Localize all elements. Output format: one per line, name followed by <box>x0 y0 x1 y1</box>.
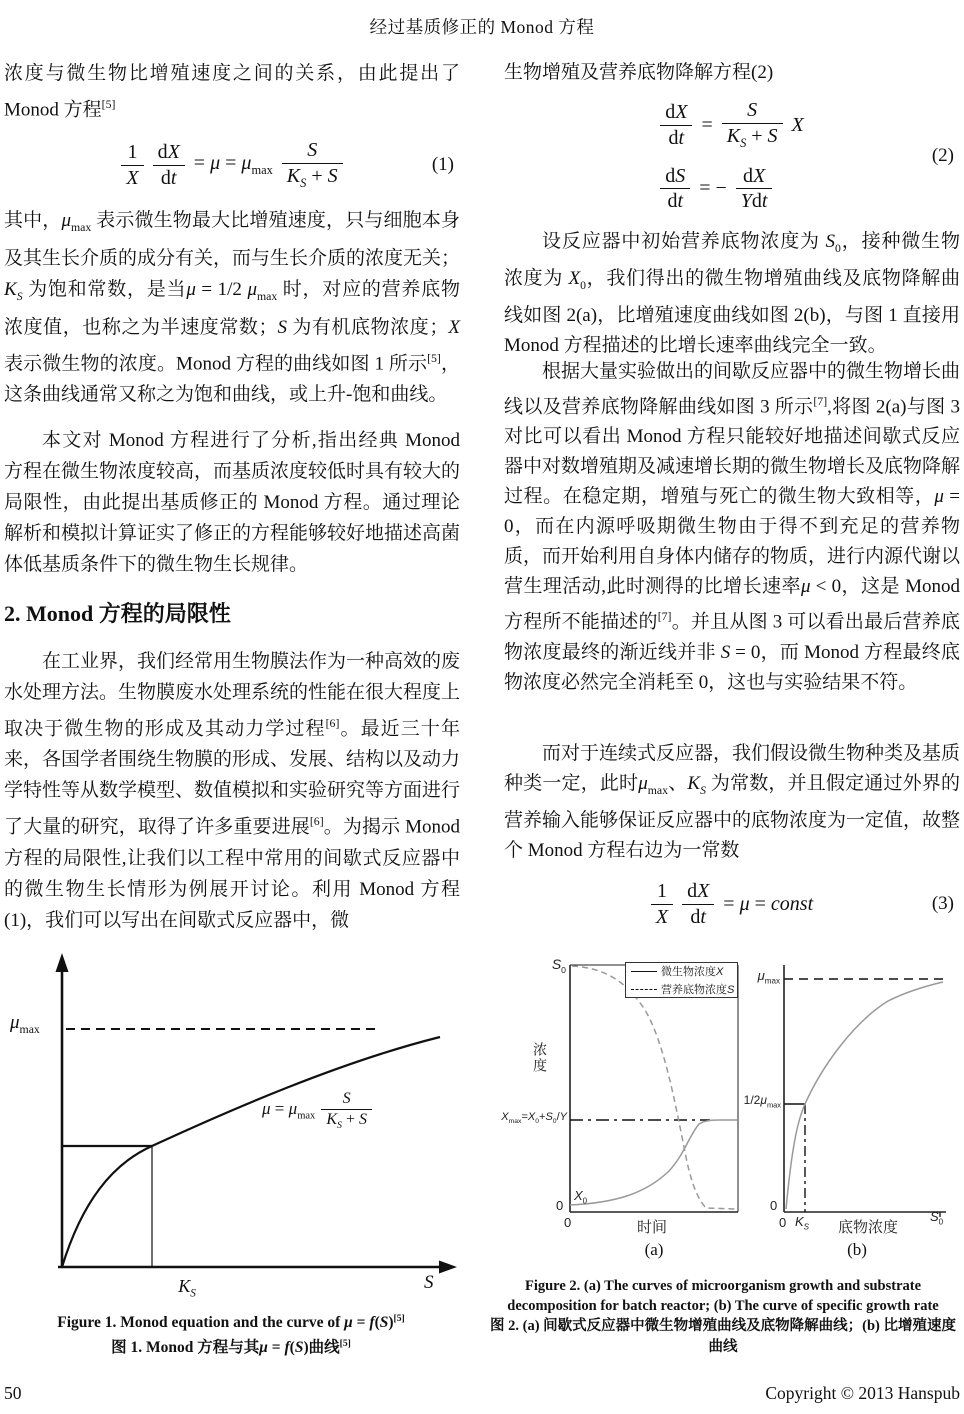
fig2b-x-axis-label: 底物浓度 <box>837 1219 898 1236</box>
equation-2-body <box>660 99 804 212</box>
paragraph-batch-curves: 设反应器中初始营养底物浓度为 $S_0$，接种微生物浓度为 $X_0$，我们得出的微生物增殖曲线及底物降解曲线如图 2(a)，比增殖速度曲线如图 2(b)，与图 1 直接用 Monod 方程描述的比增长速率曲线完全一致。 <box>504 231 960 356</box>
solid-line-sample <box>631 971 657 972</box>
figure-1 <box>0 950 470 1380</box>
equation-3-body <box>651 880 813 928</box>
fraction: $\frac{dX}{dt}$ <box>682 880 714 928</box>
fig2a-x0-label: $X_0$ <box>574 1188 588 1206</box>
figure-2-caption <box>484 1276 962 1358</box>
paragraph-experiment: 根据大量实验做出的间歇反应器中的微生物增长曲线以及营养底物降解曲线如图 3 所示[7],将图 2(a)与图 3 对比可以看出 Monod 方程只能较好地描述间歇式反应器中对数增殖期及减速增长期的微生物增长及底物降解过程。在稳定期，增殖与死亡的微生物大致相等，μ = 0，而在内源呼吸期微生物由于得不到充足的营养物质，而开始利用自身体内储存的物质，进行内源代谢以营生理活动,此时测得的比增长速率μ < 0，这是 Monod 方程所不能描述的[7]。并且从图 3 可以看出最后营养底物浓度最终的渐近线并非 S = 0，而 Monod 方程最终底物浓度必然完全消耗至 0，这也与实验结果不符。 <box>504 361 961 693</box>
fig1-equation-annotation <box>262 1090 372 1131</box>
copyright-notice: Copyright © 2013 Hanspub <box>765 1383 960 1403</box>
fig2a-s0-label: $S_0$ <box>551 956 566 975</box>
figure-1-caption-zh: 图 1. Monod 方程与其μ = f(S)曲线[5] <box>111 1338 351 1357</box>
fraction: $\frac{S}{K_S + S}$ <box>722 99 783 150</box>
fig2b-half-mu-max-label: $1/2\mu_{max}$ <box>743 1093 781 1110</box>
fraction: $\frac{S}{K_S + S}$ <box>321 1090 372 1131</box>
paragraph-section2: 在工业界，我们经常用生物膜法作为一种高效的废水处理方法。生物膜废水处理系统的性能在很大程度上取决于微生物的形成及其动力学过程[6]。最近三十年来，各国学者围绕生物膜的形成、发展、结构以及动力学特性等从数学模型、数值模拟和实验研究等方面进行了大量的研究，取得了许多重要进展[6]。为揭示 Monod 方程的局限性,让我们以工程中常用的间歇式反应器中的微生物生长情形为例展开讨论。利用 Monod 方程(1)，我们可以写出在间歇式反应器中，微 <box>4 651 461 931</box>
fig2a-zero-y-label: 0 <box>556 1198 564 1213</box>
equation-2 <box>504 93 960 219</box>
equation-3 <box>504 872 960 936</box>
biomass-growth-curve <box>570 1120 737 1205</box>
fraction: $\frac{S}{K_S + S}$ <box>282 139 343 190</box>
fig1-equation-lhs: $\mu = \mu_{max}$ <box>262 1099 316 1122</box>
equation-number: (2) <box>931 145 954 166</box>
equation-2-line1 <box>660 99 804 150</box>
monod-curve <box>62 1037 440 1267</box>
legend-row-substrate <box>626 981 737 997</box>
figure-2 <box>482 952 964 1392</box>
paragraph-eq2-intro: 生物增殖及营养底物降解方程(2) <box>504 62 774 83</box>
figure-1-caption-en: Figure 1. Monod equation and the curve of μ = f(S)[5] <box>57 1313 405 1332</box>
page-number: 50 <box>4 1383 22 1403</box>
fig1-ks-label: $K_S$ <box>178 1276 196 1300</box>
fig2a-y-axis-label: 浓度 <box>532 1042 548 1074</box>
fig2a-zero-x-label: 0 <box>564 1215 572 1230</box>
fraction: $\frac{dX}{dt}$ <box>153 141 185 189</box>
equation-number: (1) <box>431 154 454 175</box>
y-axis-arrow <box>56 953 69 972</box>
fig2b-ks-label: $K_S$ <box>795 1214 810 1232</box>
figure-2-caption-zh: 图 2. (a) 间歇式反应器中微生物增殖曲线及底物降解曲线；(b) 比增殖速度曲线 <box>489 1318 956 1355</box>
fig2b-mu-max-label: $\mu_{max}$ <box>757 968 780 986</box>
fig2a-legend <box>625 962 738 998</box>
equation-tail: = μ = const <box>723 892 814 915</box>
paragraph-intro: 浓度与微生物比增殖速度之间的关系，由此提出了 Monod 方程[5] <box>4 63 460 121</box>
equation-number: (3) <box>931 893 954 914</box>
section-heading: 2. Monod 方程的局限性 <box>4 601 231 626</box>
fraction: $\frac{dX}{\text{Ydt}}$ <box>736 165 773 213</box>
paragraph-definitions: 其中，$\mu_{max}$ 表示微生物最大比增殖速度，只与细胞本身及其生长介质的成分有关，而与生长介质的浓度无关；$K_S$ 为饱和常数，是当μ = 1/2 $\mu_{max}$ 时，对应的营养底物浓度值，也称之为半速度常数；S 为有机底物浓度；X 表示微生物的浓度。Monod 方程的曲线如图 1 所示[5]，这条曲线通常又称之为饱和曲线，或上升-饱和曲线。 <box>4 210 461 405</box>
fraction: $\frac{dX}{dt}$ <box>660 101 692 149</box>
equation-2-line2 <box>660 165 772 213</box>
specific-growth-rate-curve <box>786 982 943 1209</box>
fig2b-sublabel: (b) <box>847 1240 867 1259</box>
fig2a-sublabel: (a) <box>644 1240 664 1259</box>
legend-label-substrate: 营养底物浓度S <box>661 984 735 996</box>
legend-label-biomass: 微生物浓度X <box>661 966 724 978</box>
equation-1 <box>4 126 460 204</box>
substrate-decay-curve <box>572 966 736 1209</box>
equals-sign: = <box>701 113 713 136</box>
figure-2-caption-en: Figure 2. (a) The curves of microorganism growth and substrate decomposition for batch reactor; (b) The curve of specific growth rate <box>507 1278 939 1314</box>
equation-1-body <box>121 139 342 190</box>
fraction: $\frac{1}{X}$ <box>121 141 143 189</box>
figure-1-plot <box>0 950 470 1302</box>
paragraph-continuous: 而对于连续式反应器，我们假设微生物种类及基质种类一定，此时$\mu_{max}$、$K_S$ 为常数，并且假定通过外界的营养输入能够保证反应器中的底物浓度为一定值，故整个 Monod 方程右边为一常数 <box>504 743 961 861</box>
equation-tail: X <box>791 113 804 136</box>
legend-row-biomass <box>626 963 737 979</box>
fig2a-x-axis-label: 时间 <box>636 1219 667 1236</box>
fig2b-zero-x-label: 0 <box>779 1215 787 1230</box>
fig2a-xmax-label: $X_{max}=X_0+S_0/Y$ <box>501 1111 567 1126</box>
fig1-s-label: S <box>424 1272 434 1293</box>
fig1-mu-max-label: $\mu_{max}$ <box>10 1012 40 1036</box>
equation-middle: = $\mu = \mu_{max}$ <box>193 152 273 177</box>
fraction: $\frac{1}{X}$ <box>651 880 673 928</box>
equals-minus-sign: = − <box>699 177 727 200</box>
fig2b-zero-y-label: 0 <box>770 1198 778 1213</box>
x-axis-arrow <box>439 1261 457 1274</box>
running-header: 经过基质修正的 Monod 方程 <box>369 17 595 37</box>
paragraph-abstract: 本文对 Monod 方程进行了分析,指出经典 Monod 方程在微生物浓度较高，而基质浓度较低时具有较大的局限性，由此提出基质修正的 Monod 方程。通过理论解析和模拟计算证实了修正的方程能够较好地描述高菌体低基质条件下的微生物生长规律。 <box>4 430 461 575</box>
figure-1-caption <box>0 1308 462 1359</box>
fraction: $\frac{dS}{dt}$ <box>660 165 690 213</box>
dashed-line-sample <box>631 989 657 990</box>
fig2b-s0-label: $S_0$ <box>930 1209 944 1227</box>
